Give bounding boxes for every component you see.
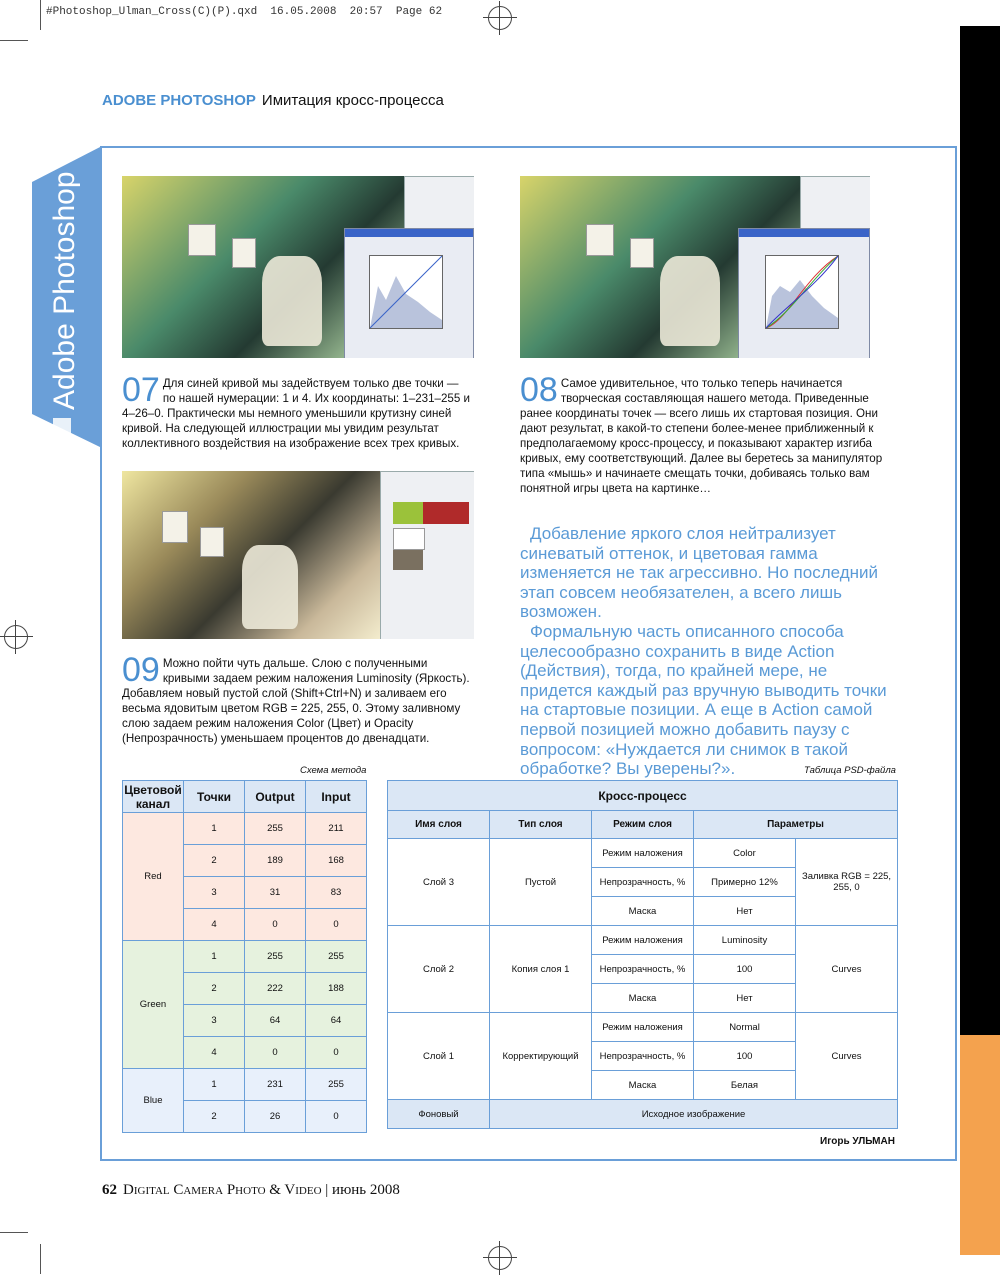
col-header: Цветовой канал — [124, 782, 182, 811]
layer-thumb-curves — [393, 528, 425, 550]
layer-thumb-background — [393, 550, 423, 570]
curves-graph — [369, 255, 443, 329]
mode-value-cell: Примерно 12% — [694, 868, 796, 897]
mode-value-cell: 100 — [694, 1042, 796, 1071]
side-tab-label: Adobe Photoshop — [48, 171, 81, 410]
mode-cell: Непрозрачность, % — [592, 955, 694, 984]
step-07 — [122, 371, 474, 451]
step-text: Для синей кривой мы задействуем только две точки — по нашей нумерации: 1 и 4. Их координаты: 1–231–255 и 4–26–0. Практически мы немного уменьшили крутизну синей кривой. На следующей иллюстрации мы увидим результат коллективного воздействия на изображение всех трех кривых. — [122, 377, 471, 450]
output-cell: 222 — [245, 973, 306, 1005]
input-cell: 255 — [306, 941, 367, 973]
channel-cell: Green — [123, 941, 184, 1069]
step-08 — [520, 371, 900, 496]
lead-paragraph: Формальную часть описанного способа целесообразно сохранить в виде Action (Действия), тогда, по крайней мере, не придется каждый раз вручную выводить точки на стартовые позиции. А еще в Action самой первой позицией можно добавить паузу с вопросом: «Нуждается ли снимок в такой обработке? Вы уверены?». — [520, 621, 887, 779]
photo-bag — [188, 224, 216, 256]
point-cell: 1 — [184, 813, 245, 845]
layer-name-cell: Слой 2 — [388, 926, 490, 1013]
photo-bag — [162, 511, 188, 543]
photo-street-reader — [122, 471, 380, 639]
curves-graph — [765, 255, 839, 329]
table1-caption: Схема метода — [300, 765, 367, 776]
input-cell: 168 — [306, 845, 367, 877]
channel-cell: Blue — [123, 1069, 184, 1133]
curves-lines — [766, 256, 838, 328]
page-footer: 62 Digital Camera Photo & Video | июнь 2008 — [102, 1182, 400, 1198]
header-brand: ADOBE PHOTOSHOP — [102, 92, 256, 109]
photo-bag — [586, 224, 614, 256]
step-number: 09 — [122, 651, 160, 689]
layer-type-cell: Корректирующий — [490, 1013, 592, 1100]
output-cell: 255 — [245, 941, 306, 973]
layers-palette — [404, 176, 474, 230]
layer-name-cell: Слой 1 — [388, 1013, 490, 1100]
layer-type-cell: Пустой — [490, 839, 592, 926]
curves-histogram — [370, 256, 442, 328]
point-cell: 4 — [184, 1037, 245, 1069]
lead-paragraph: Добавление яркого слоя нейтрализует синеватый оттенок, и цветовая гамма изменяется не так агрессивно. Но последний этап совсем необязателен, а всего лишь возможен. — [520, 524, 879, 622]
mode-value-cell: Нет — [694, 984, 796, 1013]
mode-value-cell: Белая — [694, 1071, 796, 1100]
col-header: Output — [245, 781, 306, 813]
screenshot-08 — [520, 176, 870, 358]
mode-cell: Непрозрачность, % — [592, 1042, 694, 1071]
mode-cell: Режим наложения — [592, 926, 694, 955]
layer-name-cell: Фоновый — [388, 1100, 490, 1129]
input-cell: 255 — [306, 1069, 367, 1101]
side-tab-square-icon — [53, 418, 71, 436]
screenshot-07 — [122, 176, 474, 358]
input-cell: 0 — [306, 909, 367, 941]
step-number: 08 — [520, 371, 558, 409]
mode-value-cell: 100 — [694, 955, 796, 984]
mode-cell: Маска — [592, 897, 694, 926]
content-frame-left — [100, 420, 102, 1161]
curves-dialog — [738, 228, 870, 358]
input-cell: 0 — [306, 1101, 367, 1133]
dialog-titlebar — [739, 229, 869, 237]
col-header: Тип слоя — [490, 811, 592, 839]
photo-man — [660, 256, 720, 346]
param-cell: Curves — [796, 926, 898, 1013]
layers-palette — [800, 176, 870, 230]
layer-thumb-green — [393, 502, 423, 524]
point-cell: 2 — [184, 845, 245, 877]
psd-table — [387, 780, 898, 1129]
edge-black-bar — [960, 26, 1000, 1036]
output-cell: 0 — [245, 909, 306, 941]
method-table — [122, 780, 367, 1133]
step-number: 07 — [122, 371, 160, 409]
mode-value-cell: Luminosity — [694, 926, 796, 955]
mode-value-cell: Normal — [694, 1013, 796, 1042]
col-header: Input — [306, 781, 367, 813]
mode-cell: Режим наложения — [592, 839, 694, 868]
output-cell: 189 — [245, 845, 306, 877]
output-cell: 0 — [245, 1037, 306, 1069]
edge-orange-bar — [960, 1035, 1000, 1255]
crop-mark — [40, 1244, 41, 1274]
input-cell: 83 — [306, 877, 367, 909]
photo-bag — [200, 527, 224, 557]
col-header: Имя слоя — [388, 811, 490, 839]
point-cell: 1 — [184, 941, 245, 973]
crop-mark — [40, 0, 41, 30]
mode-cell: Непрозрачность, % — [592, 868, 694, 897]
photo-man — [242, 545, 298, 629]
curves-dialog — [344, 228, 474, 358]
output-cell: 231 — [245, 1069, 306, 1101]
crop-mark — [0, 40, 28, 41]
col-header: Параметры — [694, 811, 898, 839]
param-cell: Заливка RGB = 225, 255, 0 — [796, 839, 898, 926]
point-cell: 3 — [184, 1005, 245, 1037]
mode-value-cell: Color — [694, 839, 796, 868]
col-header: Точки — [184, 781, 245, 813]
input-cell: 188 — [306, 973, 367, 1005]
table-title: Кросс-процесс — [388, 781, 898, 811]
layer-name-cell: Слой 3 — [388, 839, 490, 926]
param-cell: Curves — [796, 1013, 898, 1100]
output-cell: 26 — [245, 1101, 306, 1133]
input-cell: 64 — [306, 1005, 367, 1037]
table2-caption: Таблица PSD-файла — [804, 765, 896, 776]
dialog-titlebar — [345, 229, 473, 237]
channel-cell: Red — [123, 813, 184, 941]
mode-cell: Маска — [592, 1071, 694, 1100]
step-text: Можно пойти чуть дальше. Слою с полученными кривыми задаем режим наложения Luminosity (Яркость). Добавляем новый пустой слой (Shift+Ctrl+N) и заливаем его весьма ядовитым цветом RGB = 225, 255, 0. Этому заливному слою задаем режим наложения Color (Цвет) и Opacity (Непрозрачность) уменьшаем процентов до двенадцати. — [122, 657, 470, 745]
registration-mark-icon — [488, 6, 512, 30]
screenshot-09 — [122, 471, 474, 639]
mode-value-cell: Нет — [694, 897, 796, 926]
output-cell: 255 — [245, 813, 306, 845]
author-name: Игорь УЛЬМАН — [820, 1136, 895, 1147]
page-number: 62 — [102, 1182, 117, 1198]
step-09 — [122, 651, 474, 746]
registration-mark-icon — [4, 625, 28, 649]
point-cell: 2 — [184, 973, 245, 1005]
output-cell: 31 — [245, 877, 306, 909]
layers-palette — [380, 471, 474, 639]
layer-row-selected — [423, 502, 469, 524]
mode-cell: Маска — [592, 984, 694, 1013]
issue-date: июнь 2008 — [332, 1182, 400, 1198]
registration-mark-icon — [488, 1246, 512, 1270]
magazine-name: Digital Camera Photo & Video — [123, 1182, 322, 1198]
input-cell: 0 — [306, 1037, 367, 1069]
input-cell: 211 — [306, 813, 367, 845]
print-slug: #Photoshop_Ulman_Cross(C)(P).qxd 16.05.2008 20:57 Page 62 — [46, 6, 443, 18]
photo-bag — [630, 238, 654, 268]
layer-type-cell: Копия слоя 1 — [490, 926, 592, 1013]
point-cell: 1 — [184, 1069, 245, 1101]
base-desc-cell: Исходное изображение — [490, 1100, 898, 1129]
output-cell: 64 — [245, 1005, 306, 1037]
header-title: Имитация кросс-процесса — [261, 92, 444, 109]
mode-cell: Режим наложения — [592, 1013, 694, 1042]
point-cell: 2 — [184, 1101, 245, 1133]
photo-man — [262, 256, 322, 346]
photo-bag — [232, 238, 256, 268]
step-text: Самое удивительное, что только теперь начинается творческая составляющая нашего метода. Приведенные ранее координаты точек — всего лишь их стартовая позиция. Они дают результат, в какой-то степени более-менее приближенный к предполагаемому кросс-процессу, и показывают характер изгиба кривых, ему соответствующий. Далее вы беретесь за манипулятор типа «мышь» и начинаете смещать точки, добиваясь только вам понятной игры цвета на картинке… — [520, 377, 883, 495]
running-header — [102, 92, 444, 109]
point-cell: 4 — [184, 909, 245, 941]
lead-text — [520, 524, 900, 779]
col-header: Режим слоя — [592, 811, 694, 839]
crop-mark — [0, 1232, 28, 1233]
point-cell: 3 — [184, 877, 245, 909]
